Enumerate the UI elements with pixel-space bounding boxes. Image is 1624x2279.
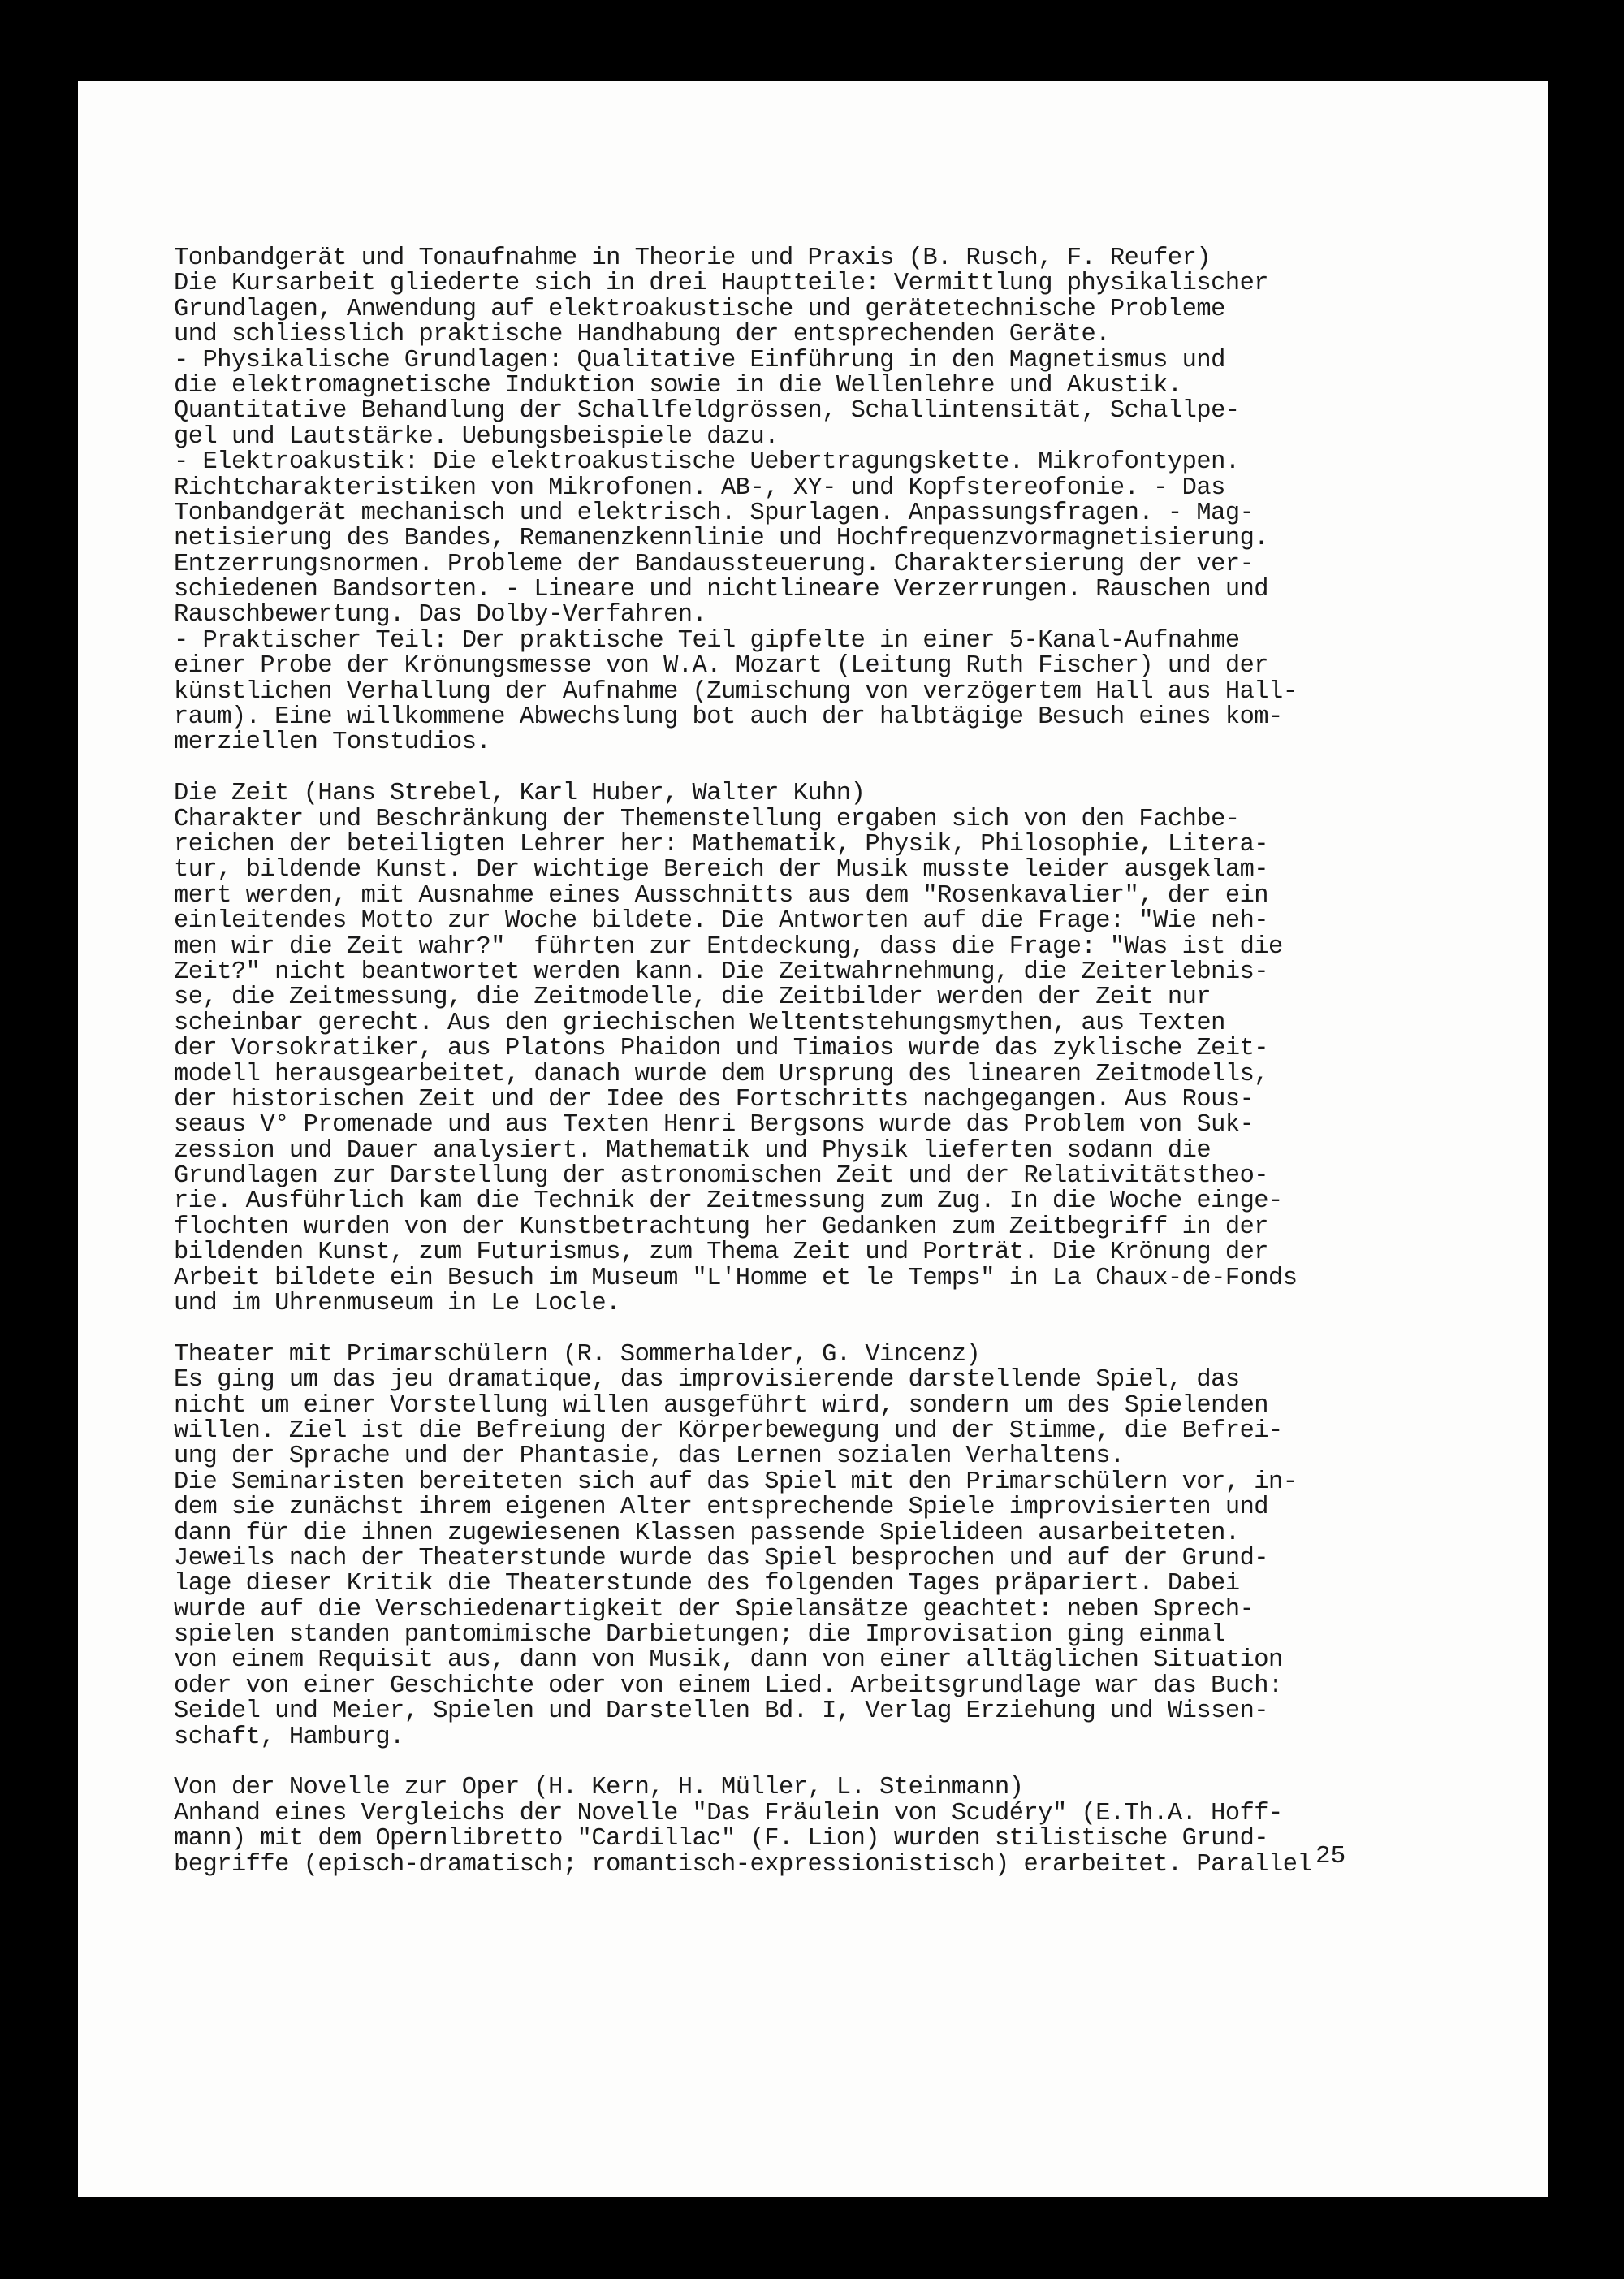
text-line: Richtcharakteristiken von Mikrofonen. AB-, XY- und Kopfstereofonie. - Das bbox=[174, 474, 1225, 502]
section-heading: Theater mit Primarschülern (R. Sommerhalder, G. Vincenz) bbox=[174, 1340, 981, 1369]
text-line: Grundlagen zur Darstellung der astronomischen Zeit und der Relativitätstheo- bbox=[174, 1162, 1269, 1191]
text-line: Anhand eines Vergleichs der Novelle "Das Fräulein von Scudéry" (E.Th.A. Hoff- bbox=[174, 1799, 1283, 1827]
text-line: willen. Ziel ist die Befreiung der Körperbewegung und der Stimme, die Befrei- bbox=[174, 1416, 1283, 1445]
text-line: und schliesslich praktische Handhabung der entsprechenden Geräte. bbox=[174, 321, 1110, 349]
text-line: Die Kursarbeit gliederte sich in drei Hauptteile: Vermittlung physikalischer bbox=[174, 270, 1269, 298]
text-line: Die Seminaristen bereiteten sich auf das Spiel mit den Primarschülern vor, in- bbox=[174, 1468, 1298, 1496]
text-line: der historischen Zeit und der Idee des Fortschritts nachgegangen. Aus Rous- bbox=[174, 1085, 1255, 1114]
text-line: mann) mit dem Opernlibretto "Cardillac" (F. Lion) wurden stilistische Grund- bbox=[174, 1825, 1269, 1853]
text-line: - Elektroakustik: Die elektroakustische Uebertragungskette. Mikrofontypen. bbox=[174, 448, 1240, 477]
text-line: künstlichen Verhallung der Aufnahme (Zumischung von verzögertem Hall aus Hall- bbox=[174, 677, 1298, 706]
text-line: Rauschbewertung. Das Dolby-Verfahren. bbox=[174, 601, 707, 629]
text-line: merziellen Tonstudios. bbox=[174, 729, 491, 757]
text-line: tur, bildende Kunst. Der wichtige Bereich der Musik musste leider ausgeklam- bbox=[174, 856, 1269, 884]
text-line: - Physikalische Grundlagen: Qualitative Einführung in den Magnetismus und bbox=[174, 346, 1225, 374]
text-line: seaus V° Promenade und aus Texten Henri Bergsons wurde das Problem von Suk- bbox=[174, 1111, 1255, 1140]
text-line: scheinbar gerecht. Aus den griechischen Weltentstehungsmythen, aus Texten bbox=[174, 1009, 1225, 1037]
section-tonbandgeraet bbox=[174, 246, 1449, 756]
text-line: Es ging um das jeu dramatique, das improvisierende darstellende Spiel, das bbox=[174, 1366, 1240, 1395]
section-heading: Von der Novelle zur Oper (H. Kern, H. Müller, L. Steinmann) bbox=[174, 1774, 1024, 1802]
text-line: bildenden Kunst, zum Futurismus, zum Thema Zeit und Porträt. Die Krönung der bbox=[174, 1239, 1269, 1267]
text-line: Jeweils nach der Theaterstunde wurde das Spiel besprochen und auf der Grund- bbox=[174, 1544, 1269, 1572]
text-line: von einem Requisit aus, dann von Musik, dann von einer alltäglichen Situation bbox=[174, 1646, 1283, 1675]
text-line: spielen standen pantomimische Darbietungen; die Improvisation ging einmal bbox=[174, 1621, 1225, 1650]
text-line: schaft, Hamburg. bbox=[174, 1723, 404, 1751]
text-line: se, die Zeitmessung, die Zeitmodelle, die Zeitbilder werden der Zeit nur bbox=[174, 984, 1212, 1012]
text-line: oder von einer Geschichte oder von einem Lied. Arbeitsgrundlage war das Buch: bbox=[174, 1671, 1283, 1700]
text-line: und im Uhrenmuseum in Le Locle. bbox=[174, 1290, 620, 1318]
text-line: Arbeit bildete ein Besuch im Museum "L'Homme et le Temps" in La Chaux-de-Fonds bbox=[174, 1264, 1298, 1292]
text-line: Entzerrungsnormen. Probleme der Bandaussteuerung. Charaktersierung der ver- bbox=[174, 550, 1255, 578]
text-line: modell herausgearbeitet, danach wurde dem Ursprung des linearen Zeitmodells, bbox=[174, 1060, 1269, 1088]
text-line: der Vorsokratiker, aus Platons Phaidon und Timaios wurde das zyklische Zeit- bbox=[174, 1035, 1269, 1063]
text-line: rie. Ausführlich kam die Technik der Zeitmessung zum Zug. In die Woche einge- bbox=[174, 1187, 1283, 1216]
text-line: netisierung des Bandes, Remanenzkennlinie und Hochfrequenzvormagnetisierung. bbox=[174, 525, 1269, 553]
section-theater bbox=[174, 1340, 1449, 1751]
text-line: mert werden, mit Ausnahme eines Ausschnitts aus dem "Rosenkavalier", der ein bbox=[174, 881, 1269, 910]
text-line: schiedenen Bandsorten. - Lineare und nichtlineare Verzerrungen. Rauschen und bbox=[174, 576, 1269, 604]
text-line: Quantitative Behandlung der Schallfeldgrössen, Schallintensität, Schallpe- bbox=[174, 397, 1240, 426]
text-line: zession und Dauer analysiert. Mathematik und Physik lieferten sodann die bbox=[174, 1136, 1212, 1165]
section-heading: Tonbandgerät und Tonaufnahme in Theorie und Praxis (B. Rusch, F. Reufer) bbox=[174, 244, 1212, 272]
text-line: wurde auf die Verschiedenartigkeit der Spielansätze geachtet: neben Sprech- bbox=[174, 1595, 1255, 1624]
text-line: raum). Eine willkommene Abwechslung bot auch der halbtägige Besuch eines kom- bbox=[174, 703, 1283, 732]
text-line: reichen der beteiligten Lehrer her: Mathematik, Physik, Philosophie, Litera- bbox=[174, 830, 1269, 858]
text-line: nicht um einer Vorstellung willen ausgeführt wird, sondern um des Spielenden bbox=[174, 1391, 1269, 1420]
text-line: men wir die Zeit wahr?" führten zur Entdeckung, dass die Frage: "Was ist die bbox=[174, 932, 1283, 961]
section-novelle-oper bbox=[174, 1775, 1449, 1878]
text-line: Charakter und Beschränkung der Themenstellung ergaben sich von den Fachbe- bbox=[174, 805, 1240, 833]
text-line: Zeit?" nicht beantwortet werden kann. Die Zeitwahrnehmung, die Zeiterlebnis- bbox=[174, 958, 1269, 986]
text-line: die elektromagnetische Induktion sowie in die Wellenlehre und Akustik. bbox=[174, 371, 1182, 400]
text-line: Tonbandgerät mechanisch und elektrisch. Spurlagen. Anpassungsfragen. - Mag- bbox=[174, 499, 1255, 527]
text-line: lage dieser Kritik die Theaterstunde des folgenden Tages präpariert. Dabei bbox=[174, 1570, 1240, 1598]
document-body bbox=[174, 246, 1449, 1903]
section-die-zeit bbox=[174, 781, 1449, 1317]
text-line: - Praktischer Teil: Der praktische Teil gipfelte in einer 5-Kanal-Aufnahme bbox=[174, 626, 1240, 655]
text-line: einleitendes Motto zur Woche bildete. Die Antworten auf die Frage: "Wie neh- bbox=[174, 907, 1269, 936]
section-heading: Die Zeit (Hans Strebel, Karl Huber, Walter Kuhn) bbox=[174, 780, 866, 808]
text-line: ung der Sprache und der Phantasie, das Lernen sozialen Verhaltens. bbox=[174, 1442, 1125, 1471]
text-line: Grundlagen, Anwendung auf elektroakustische und gerätetechnische Probleme bbox=[174, 295, 1225, 323]
page-number: 25 bbox=[1315, 1842, 1346, 1870]
text-line: Seidel und Meier, Spielen und Darstellen Bd. I, Verlag Erziehung und Wissen- bbox=[174, 1697, 1269, 1726]
text-line: dem sie zunächst ihrem eigenen Alter entsprechende Spiele improvisierten und bbox=[174, 1494, 1269, 1522]
text-line: begriffe (episch-dramatisch; romantisch-expressionistisch) erarbeitet. Parallel bbox=[174, 1850, 1312, 1879]
text-line: dann für die ihnen zugewiesenen Klassen passende Spielideen ausarbeiteten. bbox=[174, 1519, 1240, 1547]
text-line: flochten wurden von der Kunstbetrachtung her Gedanken zum Zeitbegriff in der bbox=[174, 1213, 1269, 1241]
text-line: gel und Lautstärke. Uebungsbeispiele dazu. bbox=[174, 422, 779, 451]
text-line: einer Probe der Krönungsmesse von W.A. Mozart (Leitung Ruth Fischer) und der bbox=[174, 652, 1269, 681]
